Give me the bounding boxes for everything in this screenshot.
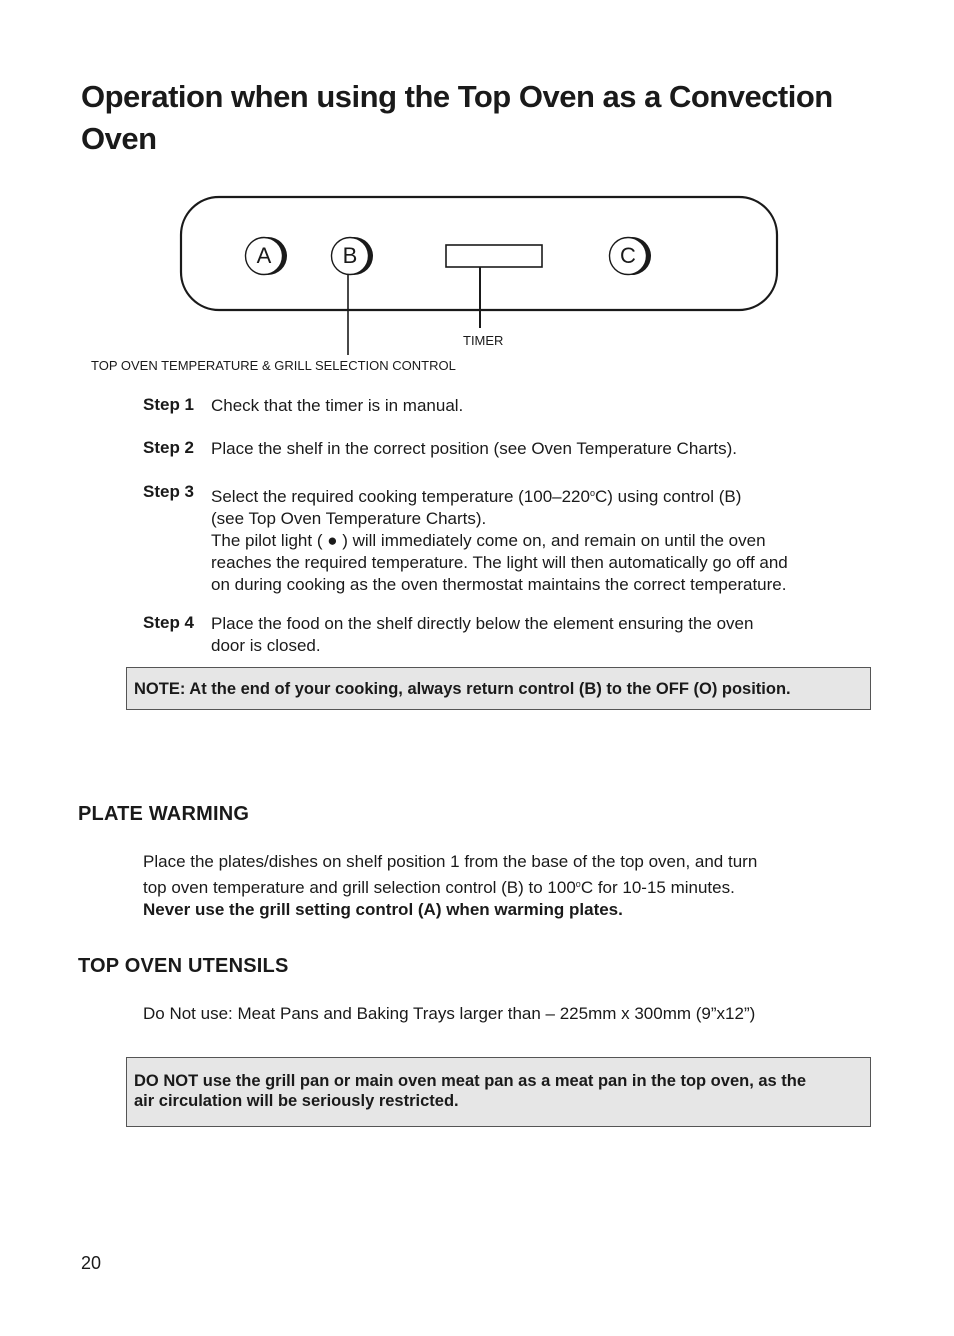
step-1-label: Step 1 (143, 395, 195, 414)
step-4-text (211, 613, 861, 657)
step-3-line-3: The pilot light ( ● ) will immediately come on, and remain on until the oven (211, 531, 766, 550)
page-title: Operation when using the Top Oven as a Convection Oven (81, 79, 833, 156)
knob-a (246, 237, 288, 275)
step-4-line-1: Place the food on the shelf directly below the element ensuring the oven (211, 614, 754, 633)
degree-sign: o (589, 488, 595, 498)
step-3-line-4: reaches the required temperature. The light will then automatically go off and (211, 553, 788, 572)
control-panel-diagram (88, 190, 788, 380)
knob-c (610, 237, 652, 275)
knob-b-label: B (342, 243, 358, 268)
note-box (126, 667, 871, 710)
step-3-line-2: (see Top Oven Temperature Charts). (211, 509, 487, 528)
knob-b (332, 237, 374, 275)
degree-sign: o (575, 879, 581, 889)
step-2-line: Place the shelf in the correct position (see Oven Temperature Charts). (211, 439, 737, 458)
knob-c-label: C (620, 243, 636, 268)
utensils-text: Do Not use: Meat Pans and Baking Trays larger than – 225mm x 300mm (9”x12”) (143, 1004, 756, 1023)
step-3-line-1: Select the required cooking temperature (100–220$^o$C) using control (B) (211, 487, 742, 506)
step-1-line: Check that the timer is in manual. (211, 396, 464, 415)
page-number: 20 (81, 1253, 102, 1273)
timer-display (446, 245, 542, 267)
plate-warming-line-2: top oven temperature and grill selection control (B) to 100$^o$C for 10-15 minutes. (143, 878, 735, 897)
knob-a-label: A (256, 243, 272, 268)
plate-warming-warning: Never use the grill setting control (A) when warming plates. (143, 900, 623, 919)
utensils-body (143, 1003, 843, 1025)
step-4-line-2: door is closed. (211, 636, 321, 655)
timer-caption: TIMER (463, 333, 504, 348)
utensils-warning-line-2: air circulation will be seriously restricted. (134, 1092, 459, 1110)
plate-warming-heading: PLATE WARMING (78, 803, 250, 825)
step-3-line-5: on during cooking as the oven thermostat maintains the correct temperature. (211, 575, 787, 594)
utensils-warning-box (126, 1057, 871, 1127)
utensils-heading: TOP OVEN UTENSILS (78, 955, 289, 977)
note-text: NOTE: At the end of your cooking, always return control (B) to the OFF (O) position. (134, 680, 791, 698)
plate-warming-line-1: Place the plates/dishes on shelf position 1 from the base of the top oven, and turn (143, 852, 758, 871)
plate-warming-body (143, 851, 843, 921)
step-3-label: Step 3 (143, 482, 195, 501)
control-caption: TOP OVEN TEMPERATURE & GRILL SELECTION CONTROL (91, 358, 456, 373)
utensils-warning-line-1: DO NOT use the grill pan or main oven meat pan as a meat pan in the top oven, as the (134, 1072, 807, 1090)
step-1-text (211, 395, 861, 417)
step-2-label: Step 2 (143, 438, 195, 457)
step-2-text (211, 438, 861, 460)
step-3-text (211, 482, 861, 596)
step-4-label: Step 4 (143, 613, 195, 632)
